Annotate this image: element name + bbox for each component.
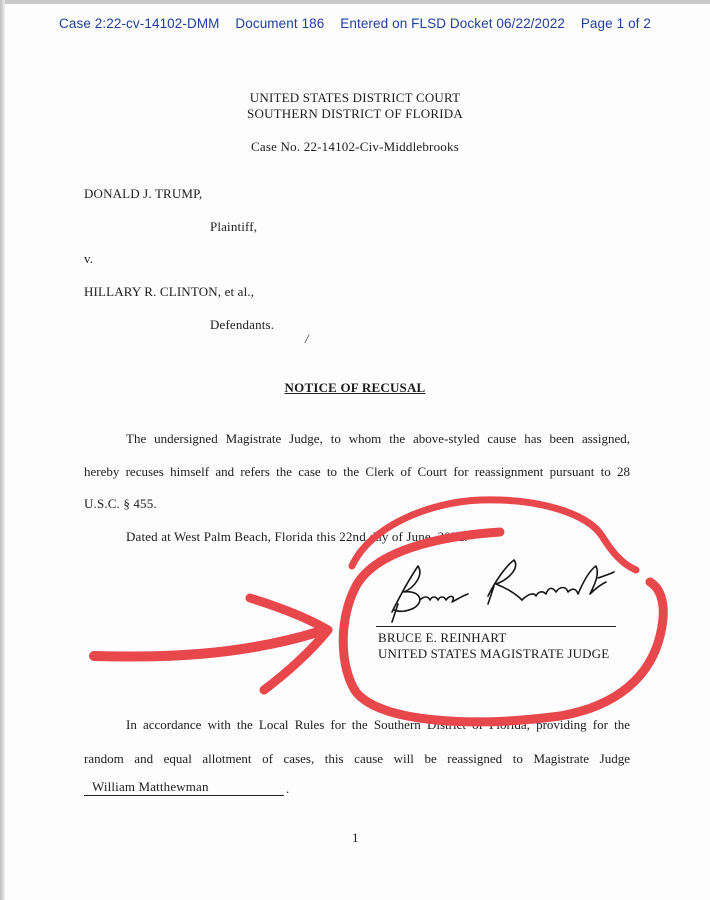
- court-district: SOUTHERN DISTRICT OF FLORIDA: [247, 106, 463, 121]
- docket-header: [0, 16, 710, 31]
- signer-title: UNITED STATES MAGISTRATE JUDGE: [378, 646, 610, 661]
- assigned-judge-name: William Matthewman: [92, 779, 209, 794]
- versus: v.: [84, 251, 94, 266]
- caption-slash: /: [305, 331, 309, 346]
- reassign-line-2: random and equal allotment of cases, this cause will be reassigned to Magistrate Judge: [84, 751, 630, 766]
- plaintiff-name: DONALD J. TRUMP,: [84, 186, 203, 201]
- signature-line: [376, 626, 616, 627]
- body-line-1: The undersigned Magistrate Judge, to whom the above-styled cause has been assigned,: [126, 431, 630, 446]
- signer-name: BRUCE E. REINHART: [378, 630, 507, 645]
- docket-document: Document 186: [235, 16, 325, 31]
- case-number: Case No. 22-14102-Civ-Middlebrooks: [251, 139, 459, 154]
- judge-name-period: .: [286, 781, 290, 796]
- page-edge-left: [0, 0, 5, 900]
- body-line-3: U.S.C. § 455.: [84, 496, 157, 511]
- docket-page: Page 1 of 2: [580, 16, 651, 31]
- plaintiff-role: Plaintiff,: [210, 219, 258, 234]
- judge-name-line: [84, 795, 284, 796]
- docket-case: Case 2:22-cv-14102-DMM: [59, 16, 220, 31]
- dated-line: Dated at West Palm Beach, Florida this 22nd day of June, 2022.: [126, 529, 468, 544]
- page-number: 1: [352, 830, 359, 845]
- notice-title: NOTICE OF RECUSAL: [284, 380, 426, 395]
- reassign-line-1: In accordance with the Local Rules for the Southern District of Florida, providing for the: [126, 717, 630, 732]
- page-edge-top: [0, 0, 710, 4]
- red-arrow-icon: [94, 598, 328, 690]
- docket-entered: Entered on FLSD Docket 06/22/2022: [340, 16, 565, 31]
- defendant-role: Defendants.: [210, 317, 275, 332]
- body-line-2: hereby recuses himself and refers the case to the Clerk of Court for reassignment pursuant to 28: [84, 464, 630, 479]
- defendant-name: HILLARY R. CLINTON, et al.,: [84, 284, 255, 299]
- court-name: UNITED STATES DISTRICT COURT: [249, 90, 461, 105]
